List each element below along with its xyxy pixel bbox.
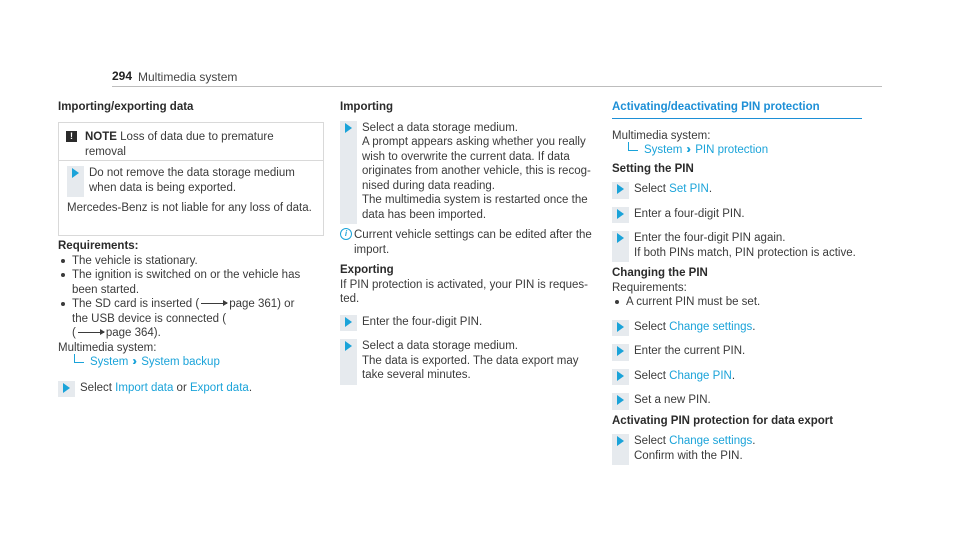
step-select-set-pin: Select Set PIN. (612, 182, 874, 197)
export-data-link[interactable]: Export data (189, 381, 249, 394)
step-select-medium (340, 121, 592, 223)
page-ref-arrow-icon (201, 303, 227, 304)
info-text: Current vehicle settings can be edited after the import. (354, 229, 592, 256)
step-text: Enter a four-digit PIN. (634, 207, 745, 220)
multimedia-system-label: Multimedia system: (612, 129, 711, 142)
path-arrow-icon (628, 142, 638, 151)
changing-pin-title: Changing the PIN (612, 267, 708, 279)
step-detail: A prompt appears asking whether you really wish to overwrite the current data. If data originates from another vehicle, this is recog-nised during data reading. (362, 136, 591, 192)
play-icon (63, 383, 70, 393)
step-text: Enter the four-digit PIN again. (634, 232, 786, 244)
step-select-medium-export (340, 339, 592, 383)
step-select-change-settings-export: Select Change settings. Confirm with the PIN. (612, 434, 874, 463)
step-enter-current-pin (612, 344, 874, 359)
list-item-text: the USB device is connected ( (72, 312, 227, 325)
info-note (340, 228, 592, 257)
menu-path (612, 143, 874, 158)
page-ref-arrow-icon (78, 332, 104, 333)
exporting-title: Exporting (340, 264, 394, 276)
column-pin-protection (612, 100, 874, 473)
play-icon (345, 341, 352, 351)
step-text: Select a data storage medium. (362, 121, 518, 134)
list-item: A current PIN must be set. (612, 295, 874, 310)
page-ref[interactable]: page 364). (105, 327, 161, 339)
warning-icon: ! (66, 131, 77, 142)
play-icon (345, 123, 352, 133)
note-divider (59, 160, 323, 161)
step-select-change-pin: Select Change PIN. (612, 369, 874, 384)
step-enter-pin (340, 315, 592, 330)
step-detail: The multimedia system is restarted once the data has been imported. (362, 194, 588, 221)
play-icon (617, 209, 624, 219)
step-text: . (248, 381, 253, 394)
title-underline (612, 118, 862, 119)
path-system[interactable]: System (644, 144, 683, 156)
path-arrow-icon (74, 354, 84, 363)
importing-title: Importing (340, 101, 394, 113)
step-text: or (176, 381, 187, 394)
pin-section-title: Activating/deactivating PIN protection (612, 101, 820, 113)
path-pin-protection[interactable]: PIN protection (695, 144, 769, 156)
change-pin-link[interactable]: Change PIN (669, 369, 732, 382)
step-text: Set a new PIN. (634, 394, 711, 406)
set-pin-link[interactable]: Set PIN (669, 183, 709, 195)
play-icon (617, 436, 624, 446)
chevron-right-icon: ›› (132, 356, 135, 368)
step-text: Select (634, 435, 666, 447)
play-icon (617, 233, 624, 243)
step-enter-pin-again (612, 231, 874, 260)
header-divider (112, 86, 882, 87)
list-item-text: The SD card is inserted ( (72, 298, 200, 310)
note-step (67, 166, 315, 195)
list-item: The SD card is inserted ( page 361) or the USB device is connected ( ( page 364). (58, 297, 324, 341)
section-title: Importing/exporting data (58, 101, 194, 113)
change-settings-link[interactable]: Change settings (669, 435, 753, 447)
multimedia-system-label: Multimedia system: (58, 341, 157, 354)
note-body (67, 166, 315, 216)
column-importing-exporting (58, 100, 324, 115)
change-settings-link[interactable]: Change settings (669, 320, 753, 333)
page-ref[interactable]: page 361) or (229, 298, 295, 310)
step-text: Select (634, 369, 666, 382)
step-text: Enter the four-digit PIN. (362, 315, 483, 328)
requirements-label: Requirements: (612, 281, 687, 294)
note-title: Loss of data due to premature removal (85, 131, 274, 158)
note-header (85, 130, 315, 159)
step-enter-pin (612, 207, 874, 222)
column-importing (340, 100, 592, 393)
note-box (58, 122, 324, 236)
exporting-text: If PIN protection is activated, your PIN is reques-ted. (340, 278, 588, 305)
step-text: Enter the current PIN. (634, 345, 746, 357)
play-icon (617, 184, 624, 194)
info-icon: i (340, 228, 352, 240)
menu-path (58, 355, 324, 370)
path-system-backup[interactable]: System backup (141, 356, 220, 368)
step-text: Select (634, 183, 666, 195)
play-icon (617, 371, 624, 381)
requirements-block (58, 239, 324, 405)
play-icon (617, 395, 624, 405)
step-text: Select (80, 381, 112, 394)
step-detail: Confirm with the PIN. (634, 449, 743, 462)
import-data-link[interactable]: Import data (115, 381, 174, 394)
note-label: NOTE (85, 131, 117, 143)
step-detail: The data is exported. The data export may take several minutes. (362, 354, 579, 381)
step-select-change-settings: Select Change settings. (612, 320, 874, 335)
play-icon (617, 346, 624, 356)
play-icon (72, 168, 79, 178)
requirements-label: Requirements: (58, 240, 139, 252)
list-item: The vehicle is stationary. (58, 254, 324, 269)
page-number: 294 (112, 69, 133, 83)
step-select-import-export (58, 381, 324, 396)
header-title: Multimedia system (138, 70, 238, 84)
note-disclaimer: Mercedes-Benz is not liable for any loss of data. (67, 202, 312, 214)
path-system[interactable]: System (90, 356, 129, 368)
list-item: The ignition is switched on or the vehicle has been started. (58, 268, 324, 297)
step-text: Select (634, 320, 666, 333)
play-icon (345, 317, 352, 327)
play-icon (617, 322, 624, 332)
step-text: Select a data storage medium. (362, 340, 518, 352)
note-step-text: Do not remove the data storage medium when data is being exported. (89, 167, 295, 194)
step-detail: If both PINs match, PIN protection is active. (634, 246, 856, 259)
chevron-right-icon: ›› (686, 144, 689, 156)
step-bar (340, 121, 357, 225)
step-set-new-pin (612, 393, 874, 408)
activating-pin-export-title: Activating PIN protection for data export (612, 414, 834, 427)
setting-pin-title: Setting the PIN (612, 162, 694, 175)
